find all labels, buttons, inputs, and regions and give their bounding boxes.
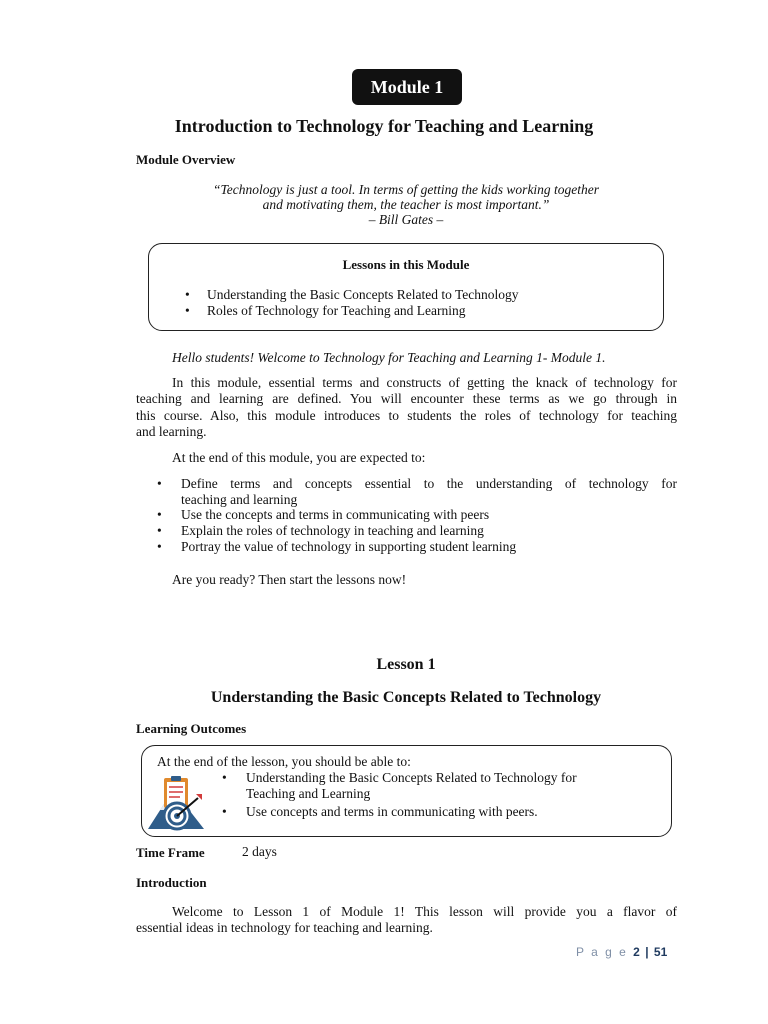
module-overview-heading: Module Overview bbox=[136, 152, 236, 167]
quote-author: – Bill Gates – bbox=[368, 212, 444, 227]
lesson-label: Lesson 1 bbox=[376, 656, 436, 673]
lesson-title: Understanding the Basic Concepts Related to Technology bbox=[210, 689, 602, 706]
outcomes-intro: At the end of the lesson, you should be able to: bbox=[157, 754, 411, 769]
time-frame-label: Time Frame bbox=[136, 845, 205, 860]
expected-intro: At the end of this module, you are expected to: bbox=[172, 450, 426, 465]
introduction-heading: Introduction bbox=[136, 875, 207, 890]
outcome-item: • Use concepts and terms in communicating with peers. bbox=[222, 804, 538, 819]
intro-paragraph: In this module, essential terms and constructs of getting the knack of technology for teaching and learning are defined. You will encounter these terms as we go through in this course. Also, this module introduces to students the roles of technology for teaching and learning. bbox=[136, 375, 677, 440]
introduction-paragraph: Welcome to Lesson 1 of Module 1! This lesson will provide you a flavor of essential ideas in technology for teaching and learning. bbox=[136, 904, 677, 936]
learning-outcomes-heading: Learning Outcomes bbox=[136, 721, 247, 736]
page-number: 2 bbox=[633, 945, 640, 959]
welcome-text: Hello students! Welcome to Technology for Teaching and Learning 1- Module 1. bbox=[172, 350, 606, 365]
quote-line-2: and motivating them, the teacher is most important.” bbox=[262, 197, 550, 212]
outcome-item: • Understanding the Basic Concepts Related to Technology for Teaching and Learning bbox=[222, 770, 577, 801]
lessons-box: Lessons in this Module • Understanding the Basic Concepts Related to Technology • Roles of Technology for Teaching and Learning bbox=[148, 243, 664, 331]
ready-text: Are you ready? Then start the lessons now! bbox=[172, 572, 407, 587]
lessons-box-title: Lessons in this Module bbox=[342, 257, 470, 272]
total-pages: 51 bbox=[653, 945, 668, 959]
page-word: P a g e bbox=[576, 945, 634, 959]
page-title: Introduction to Technology for Teaching and Learning bbox=[174, 116, 594, 136]
module-badge: Module 1 bbox=[352, 69, 462, 105]
page-footer: P a g e 2 | 51 bbox=[576, 945, 668, 959]
target-clipboard-icon bbox=[146, 774, 206, 832]
time-frame-value: 2 days bbox=[242, 844, 277, 859]
objective-item: • Define terms and concepts essential to the understanding of technology for teaching and learning bbox=[157, 476, 677, 507]
objective-item: • Explain the roles of technology in teaching and learning bbox=[157, 523, 484, 538]
objective-item: • Portray the value of technology in supporting student learning bbox=[157, 539, 517, 554]
outcomes-box bbox=[141, 745, 672, 837]
objective-item: • Use the concepts and terms in communicating with peers bbox=[157, 507, 490, 522]
quote-line-1: “Technology is just a tool. In terms of getting the kids working together bbox=[212, 182, 600, 197]
